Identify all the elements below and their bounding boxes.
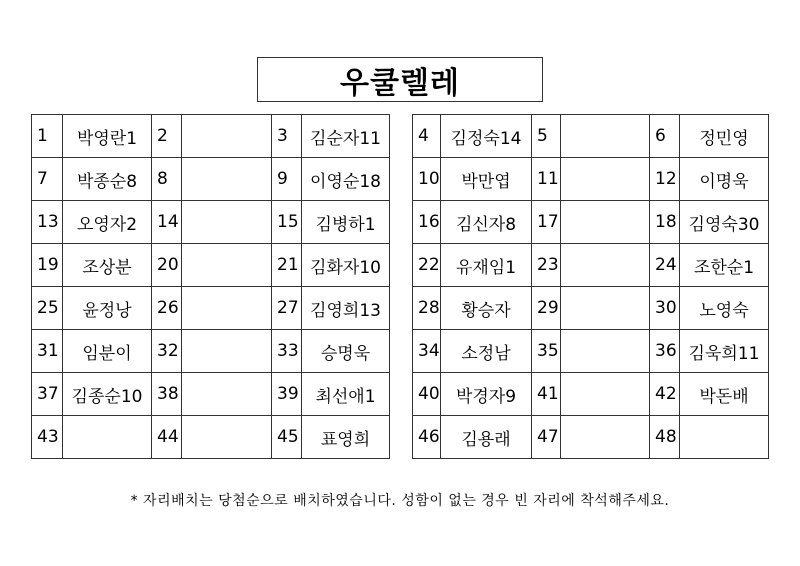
seat-name: 박만엽 (441, 158, 532, 201)
seat-number: 47 (532, 416, 561, 459)
seat-number: 36 (650, 330, 680, 373)
seat-name (182, 201, 272, 244)
seat-name (182, 330, 272, 373)
seat-number: 41 (532, 373, 561, 416)
seat-row (413, 115, 769, 158)
seat-name (182, 158, 272, 201)
seat-row (32, 115, 390, 158)
seat-name: 김화자10 (302, 244, 390, 287)
seat-name: 박경자9 (441, 373, 532, 416)
seat-number: 42 (650, 373, 680, 416)
seat-number: 40 (413, 373, 441, 416)
seat-name: 김욱희11 (680, 330, 769, 373)
seat-name: 김순자11 (302, 115, 390, 158)
seat-number: 7 (32, 158, 63, 201)
seat-row (413, 244, 769, 287)
seat-name (561, 373, 650, 416)
seat-number: 24 (650, 244, 680, 287)
seat-row (32, 330, 390, 373)
seat-name (561, 158, 650, 201)
seat-number: 32 (152, 330, 182, 373)
seat-number: 14 (152, 201, 182, 244)
seat-number: 13 (32, 201, 63, 244)
seat-row (32, 158, 390, 201)
seat-row (32, 244, 390, 287)
seat-name: 김용래 (441, 416, 532, 459)
seat-number: 29 (532, 287, 561, 330)
seat-name: 조상분 (63, 244, 152, 287)
seat-name (680, 416, 769, 459)
seat-number: 33 (272, 330, 302, 373)
seat-name (561, 244, 650, 287)
seat-number: 9 (272, 158, 302, 201)
seat-name (182, 373, 272, 416)
seat-number: 15 (272, 201, 302, 244)
seat-number: 16 (413, 201, 441, 244)
seat-row (32, 201, 390, 244)
seat-number: 27 (272, 287, 302, 330)
seat-number: 39 (272, 373, 302, 416)
seat-number: 46 (413, 416, 441, 459)
seat-number: 28 (413, 287, 441, 330)
seat-name: 박돈배 (680, 373, 769, 416)
seat-name (561, 115, 650, 158)
seat-name: 이명욱 (680, 158, 769, 201)
seat-number: 17 (532, 201, 561, 244)
seat-name: 김영숙30 (680, 201, 769, 244)
seat-name (561, 416, 650, 459)
seat-name (182, 244, 272, 287)
seat-row (413, 287, 769, 330)
seat-number: 45 (272, 416, 302, 459)
seat-name (182, 115, 272, 158)
seat-row (32, 416, 390, 459)
seat-row (32, 373, 390, 416)
seat-number: 37 (32, 373, 63, 416)
seat-number: 26 (152, 287, 182, 330)
seating-table-left (31, 114, 390, 459)
seat-name: 표영희 (302, 416, 390, 459)
seat-name (182, 287, 272, 330)
seat-number: 38 (152, 373, 182, 416)
seat-name: 정민영 (680, 115, 769, 158)
seat-name: 유재임1 (441, 244, 532, 287)
seat-number: 18 (650, 201, 680, 244)
seat-number: 3 (272, 115, 302, 158)
seat-number: 4 (413, 115, 441, 158)
seat-name: 황승자 (441, 287, 532, 330)
seat-number: 43 (32, 416, 63, 459)
seat-name (182, 416, 272, 459)
seat-name (561, 201, 650, 244)
seating-note: * 자리배치는 당첨순으로 배치하였습니다. 성함이 없는 경우 빈 자리에 착석해주세요. (130, 493, 670, 509)
seat-number: 22 (413, 244, 441, 287)
seating-table-right (412, 114, 769, 459)
seat-row (413, 201, 769, 244)
seat-name: 조한순1 (680, 244, 769, 287)
seat-name (561, 287, 650, 330)
seat-row (413, 330, 769, 373)
seat-name: 박영란1 (63, 115, 152, 158)
seat-name: 임분이 (63, 330, 152, 373)
seat-row (413, 373, 769, 416)
seat-name: 김신자8 (441, 201, 532, 244)
seat-name: 노영숙 (680, 287, 769, 330)
seat-number: 35 (532, 330, 561, 373)
seat-number: 31 (32, 330, 63, 373)
seat-number: 48 (650, 416, 680, 459)
seat-name: 승명욱 (302, 330, 390, 373)
seat-name: 박종순8 (63, 158, 152, 201)
seat-number: 2 (152, 115, 182, 158)
seat-row (413, 416, 769, 459)
seat-number: 21 (272, 244, 302, 287)
seat-row (413, 158, 769, 201)
seat-number: 12 (650, 158, 680, 201)
seat-name: 김영희13 (302, 287, 390, 330)
seat-name: 이영순18 (302, 158, 390, 201)
seat-number: 34 (413, 330, 441, 373)
seat-name: 소정남 (441, 330, 532, 373)
seat-name: 윤정낭 (63, 287, 152, 330)
seat-number: 44 (152, 416, 182, 459)
seat-number: 25 (32, 287, 63, 330)
seat-name (63, 416, 152, 459)
seat-name: 김종순10 (63, 373, 152, 416)
seat-name: 오영자2 (63, 201, 152, 244)
seat-number: 19 (32, 244, 63, 287)
seat-number: 6 (650, 115, 680, 158)
seat-number: 30 (650, 287, 680, 330)
seat-number: 10 (413, 158, 441, 201)
seat-number: 23 (532, 244, 561, 287)
seat-number: 20 (152, 244, 182, 287)
page-title: 우쿨렐레 (257, 57, 543, 102)
seat-number: 11 (532, 158, 561, 201)
seat-row (32, 287, 390, 330)
seat-name: 최선애1 (302, 373, 390, 416)
seat-name: 김병하1 (302, 201, 390, 244)
seat-name (561, 330, 650, 373)
seat-number: 8 (152, 158, 182, 201)
seat-number: 5 (532, 115, 561, 158)
seat-number: 1 (32, 115, 63, 158)
seat-name: 김정숙14 (441, 115, 532, 158)
